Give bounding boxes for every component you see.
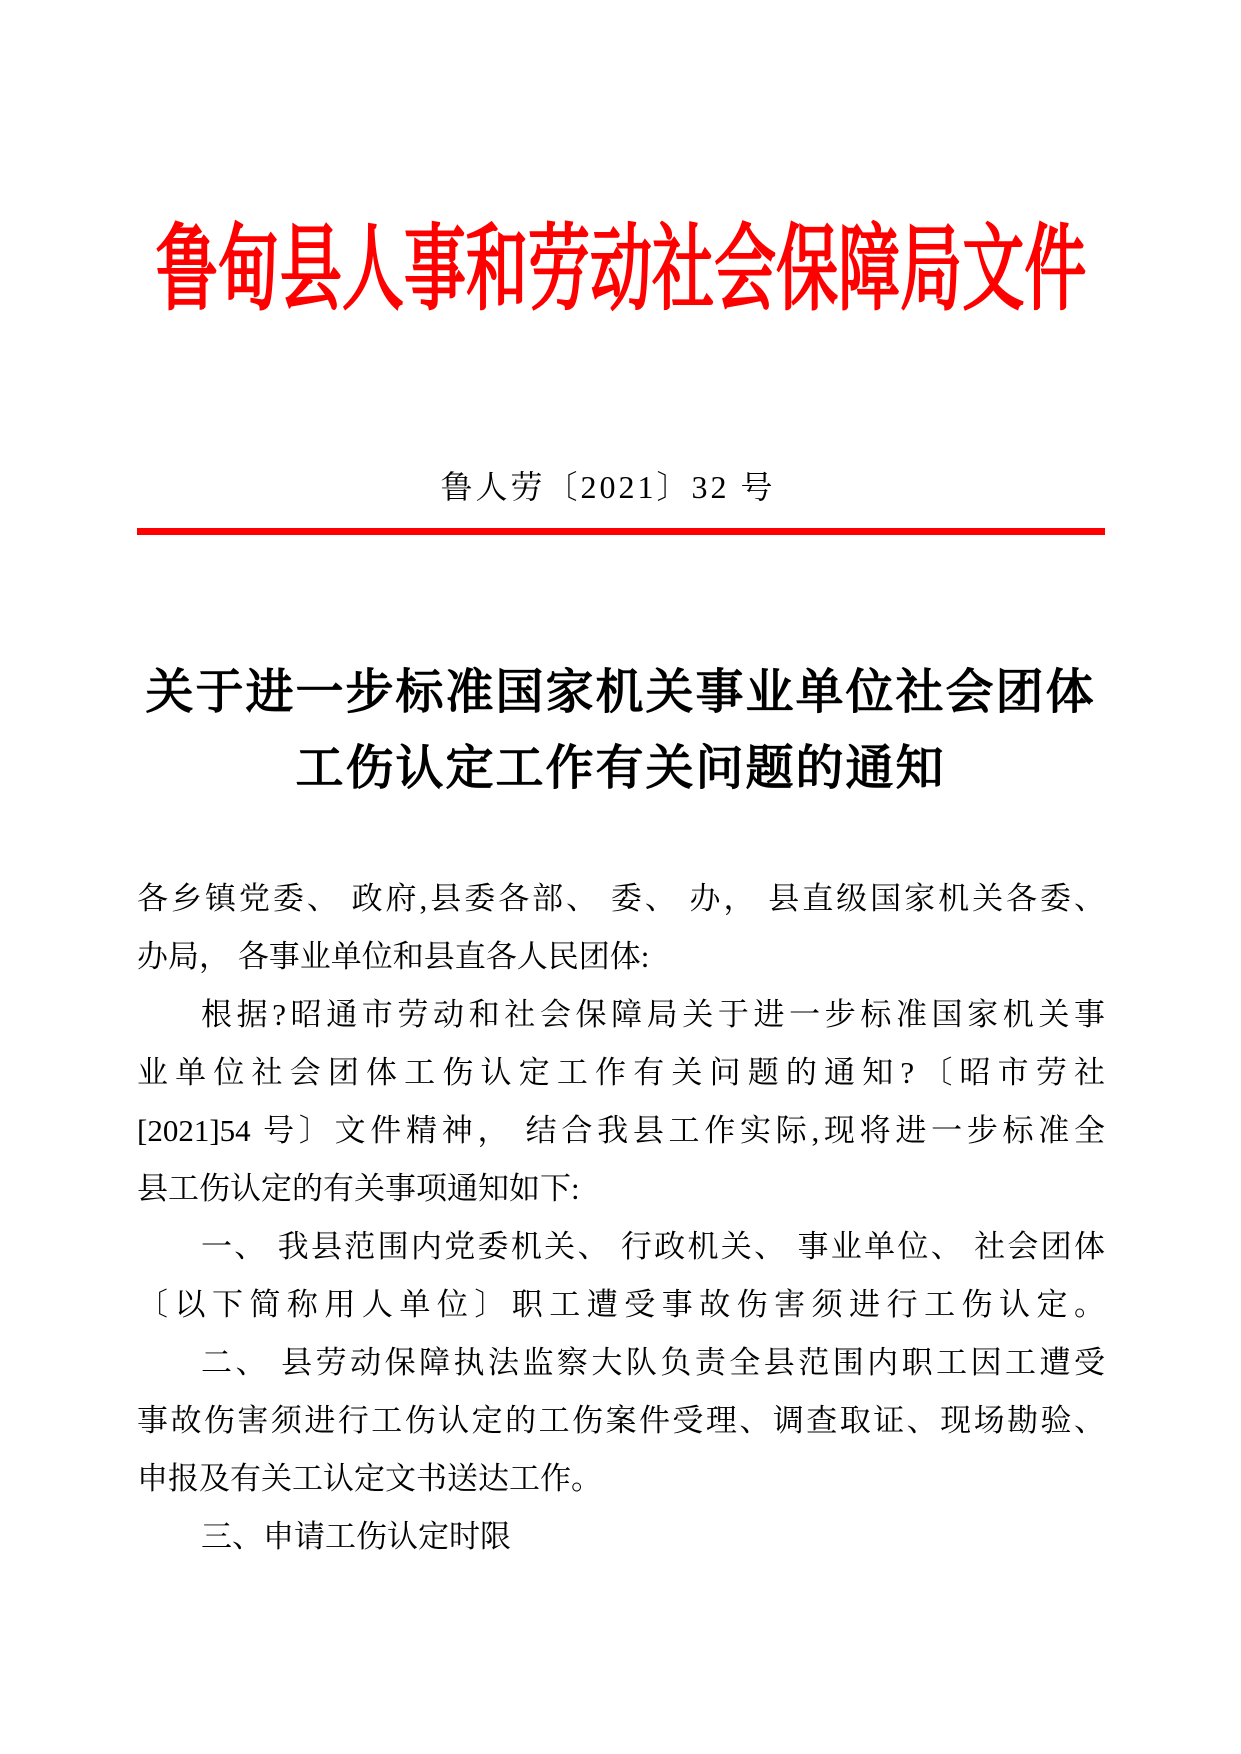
body-line: 一、 我县范围内党委机关、 行政机关、 事业单位、 社会团体 (201, 1229, 1105, 1264)
body-line: 申报及有关工认定文书送达工作。 (137, 1461, 602, 1496)
red-divider-line (137, 528, 1105, 535)
body-line: [2021]54 号〕文件精神， 结合我县工作实际,现将进一步标准全 (137, 1113, 1105, 1148)
body-line: 办局， 各事业单位和县直各人民团体: (137, 939, 650, 974)
body-line: 二、 县劳动保障执法监察大队负责全县范围内职工因工遭受 (201, 1345, 1105, 1380)
document-title-line1: 关于进一步标准国家机关事业单位社会团体 (145, 666, 1096, 719)
body-line: 事故伤害须进行工伤认定的工伤案件受理、调查取证、现场勘验、 (137, 1403, 1105, 1438)
document-title-line2: 工伤认定工作有关问题的通知 (295, 742, 946, 795)
document-title (0, 655, 1241, 807)
body-line: 〔以下简称用人单位〕职工遭受事故伤害须进行工伤认定。 (137, 1287, 1105, 1322)
body-line: 县工伤认定的有关事项通知如下: (137, 1171, 580, 1206)
doc-number: 鲁人劳〔2021〕32 号 (440, 469, 776, 505)
body-line: 根据?昭通市劳动和社会保障局关于进一步标准国家机关事 (201, 997, 1105, 1032)
red-header-banner (0, 220, 1241, 320)
body-line: 各乡镇党委、 政府,县委各部、 委、 办， 县直级国家机关各委、 (137, 881, 1105, 916)
body-line: 三、申请工伤认定时限 (201, 1519, 511, 1554)
agency-title: 鲁甸县人事和劳动社会保障局文件 (155, 218, 1086, 322)
body-line: 业单位社会团体工伤认定工作有关问题的通知?〔昭市劳社 (137, 1055, 1105, 1090)
document-body (137, 870, 1105, 1566)
